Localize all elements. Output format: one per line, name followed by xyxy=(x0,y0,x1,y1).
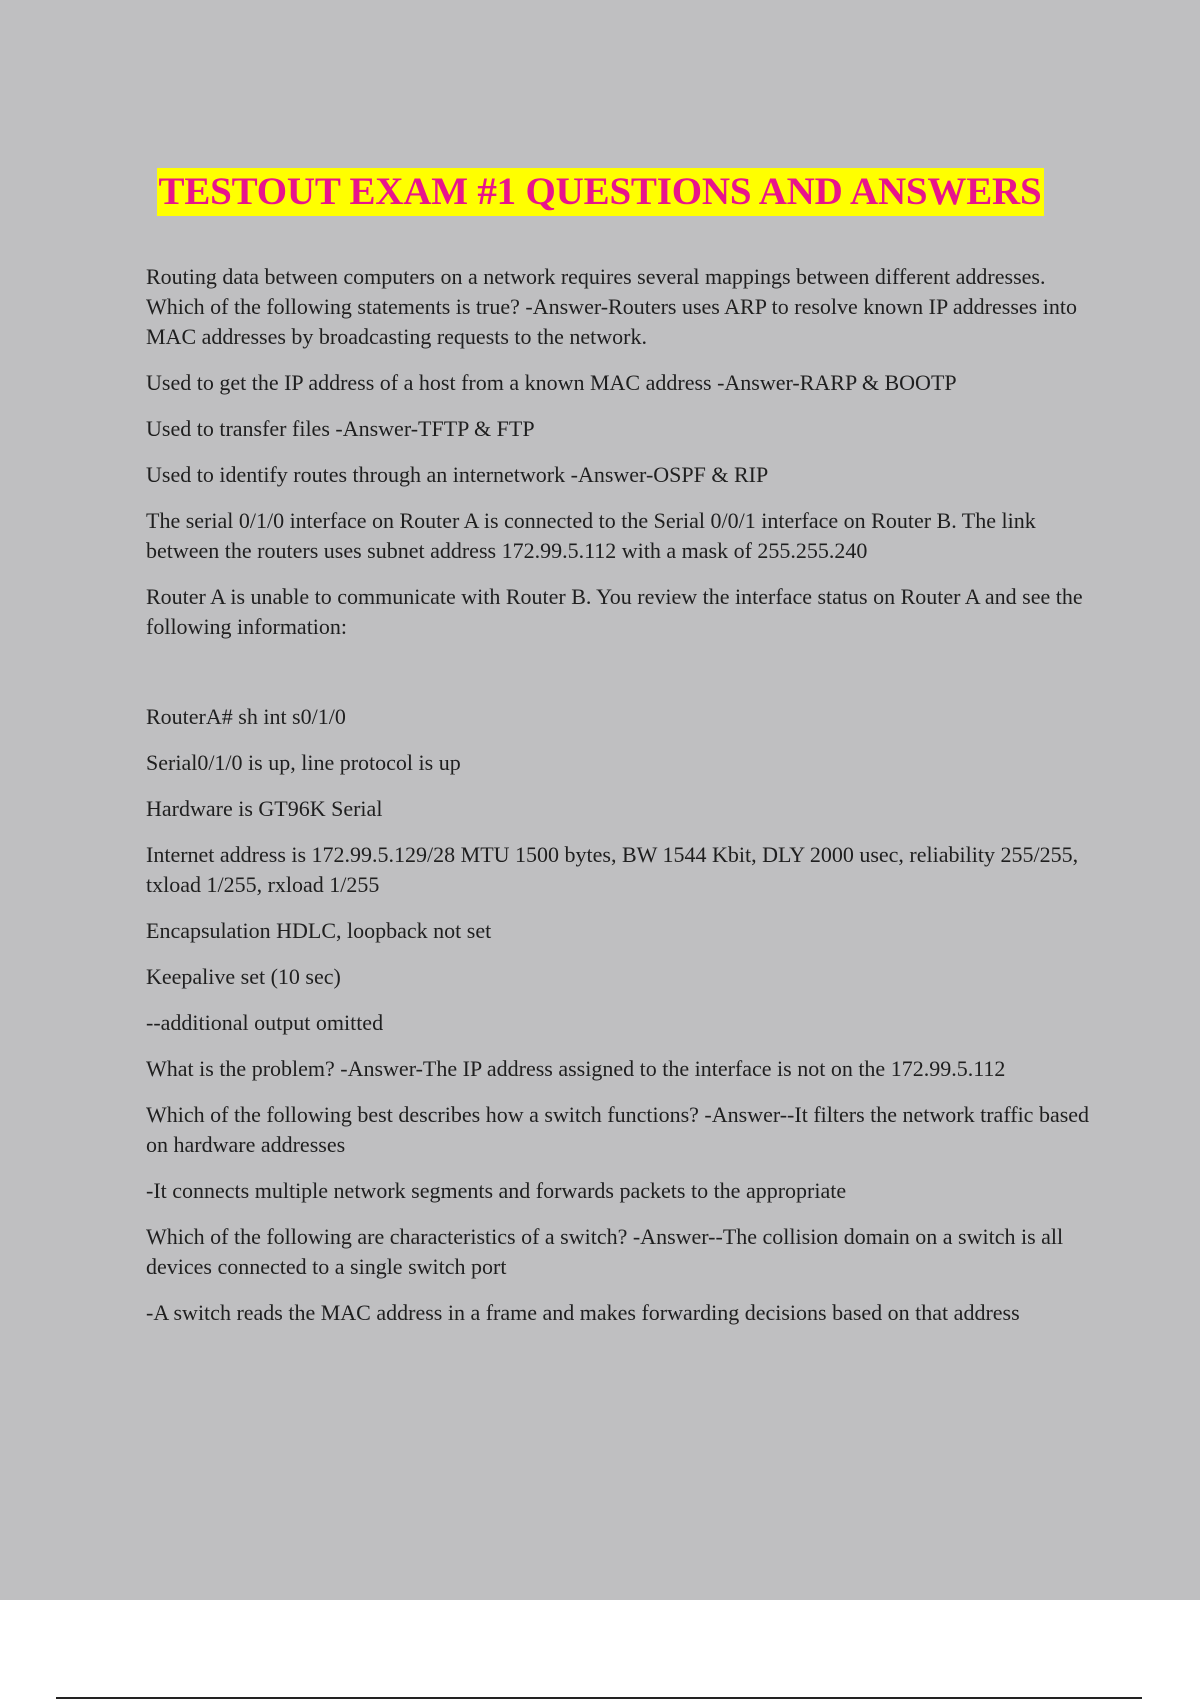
paragraph-encapsulation: Encapsulation HDLC, loopback not set xyxy=(146,918,492,943)
paragraph-routing-question: Routing data between computers on a network requires several mappings between different addresses. Which of the following statements is true? -Answer-Routers uses ARP to resolve known IP addresses into MAC addresses by broadcasting requests to the network. xyxy=(146,264,1077,349)
document-title: TESTOUT EXAM #1 QUESTIONS AND ANSWERS xyxy=(157,168,1044,216)
paragraph-ospf-rip: Used to identify routes through an internetwork -Answer-OSPF & RIP xyxy=(146,462,769,487)
paragraph-keepalive: Keepalive set (10 sec) xyxy=(146,964,341,989)
paragraph-switch-characteristics: Which of the following are characteristics of a switch? -Answer--The collision domain on a switch is all devices connected to a single switch port xyxy=(146,1224,1064,1279)
document-body xyxy=(146,262,1091,1344)
title-container xyxy=(0,168,1200,216)
paragraph-switch-segments: -It connects multiple network segments and forwards packets to the appropriate xyxy=(146,1178,847,1203)
paragraph-router-status: Router A is unable to communicate with Router B. You review the interface status on Router A and see the following information: xyxy=(146,584,1083,639)
paragraph-output-omitted: --additional output omitted xyxy=(146,1010,384,1035)
paragraph-serial-interface: The serial 0/1/0 interface on Router A is connected to the Serial 0/0/1 interface on Router B. The link between the routers uses subnet address 172.99.5.112 with a mask of 255.255.240 xyxy=(146,508,1036,563)
paragraph-switch-function: Which of the following best describes how a switch functions? -Answer--It filters the network traffic based on hardware addresses xyxy=(146,1102,1090,1157)
paragraph-internet-address: Internet address is 172.99.5.129/28 MTU 1500 bytes, BW 1544 Kbit, DLY 2000 usec, reliability 255/255, txload 1/255, rxload 1/255 xyxy=(146,842,1079,897)
paragraph-rarp-bootp: Used to get the IP address of a host from a known MAC address -Answer-RARP & BOOTP xyxy=(146,370,957,395)
paragraph-switch-mac: -A switch reads the MAC address in a frame and makes forwarding decisions based on that address xyxy=(146,1300,1020,1325)
paragraph-tftp-ftp: Used to transfer files -Answer-TFTP & FTP xyxy=(146,416,535,441)
paragraph-hardware: Hardware is GT96K Serial xyxy=(146,796,383,821)
paragraph-show-int-command: RouterA# sh int s0/1/0 xyxy=(146,704,346,729)
bottom-divider xyxy=(56,1697,1142,1699)
paragraph-serial-up: Serial0/1/0 is up, line protocol is up xyxy=(146,750,461,775)
paragraph-problem-answer: What is the problem? -Answer-The IP address assigned to the interface is not on the 172.99.5.112 xyxy=(146,1056,1006,1081)
